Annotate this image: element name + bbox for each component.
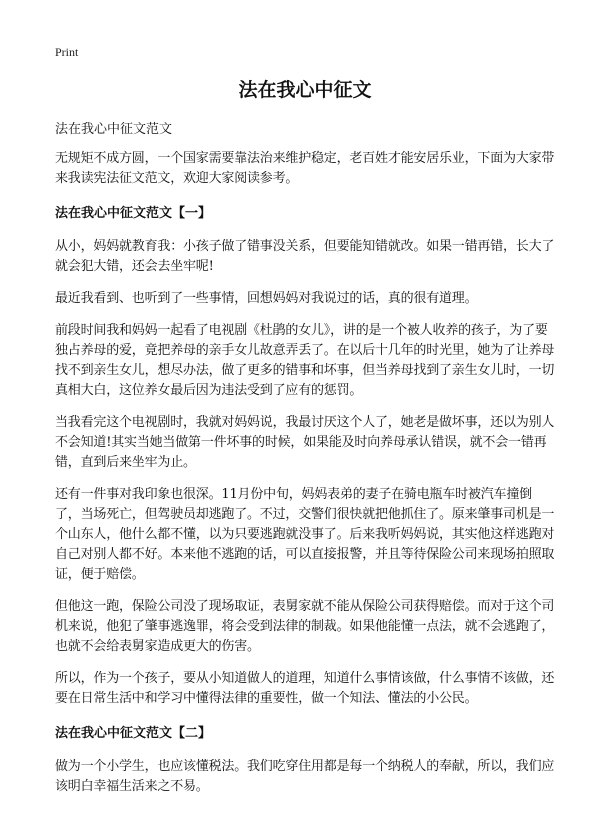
paragraph: 当我看完这个电视剧时，我就对妈妈说，我最讨厌这个人了，她老是做坏事，还以为别人不会知道!其实当她当做第一件坏事的时候，如果能及时向养母承认错误，就不会一错再错，直到后来坐牢为止。 — [55, 415, 555, 470]
document-subtitle: 法在我心中征文范文 — [55, 122, 173, 137]
page-title: 法在我心中征文 — [238, 79, 372, 101]
section-heading-2: 法在我心中征文范文【二】 — [55, 726, 212, 741]
paragraph: 但他这一跑，保险公司没了现场取证，表舅家就不能从保险公司获得赔偿。而对于这个司机来说，他犯了肇事逃逸罪，将会受到法律的制裁。如果他能懂一点法，就不会逃跑了，也就不会给表舅家造成更大的伤害。 — [55, 599, 555, 654]
print-link[interactable]: Print — [55, 45, 79, 59]
intro-paragraph: 无规矩不成方圆，一个国家需要靠法治来维护稳定，老百姓才能安居乐业，下面为大家带来我读宪法征文范文，欢迎大家阅读参考。 — [55, 151, 555, 186]
paragraph: 所以，作为一个孩子，要从小知道做人的道理，知道什么事情该做，什么事情不该做，还要在日常生活中和学习中懂得法律的重要性，做一个知法、懂法的小公民。 — [55, 671, 555, 706]
document — [55, 78, 555, 809]
section-heading-1: 法在我心中征文范文【一】 — [55, 206, 212, 221]
paragraph: 最近我看到、也听到了一些事情，回想妈妈对我说过的话，真的很有道理。 — [55, 291, 478, 306]
paragraph: 从小，妈妈就教育我：小孩子做了错事没关系，但要能知错就改。如果一错再错，长大了就会犯大错，还会去坐牢呢! — [55, 239, 555, 274]
paragraph: 前段时间我和妈妈一起看了电视剧《杜鹃的女儿》，讲的是一个被人收养的孩子，为了要独占养母的爱，竟把养母的亲手女儿故意弄丢了。在以后十几年的时光里，她为了让养母找不到亲生女儿，想尽办法，做了更多的错事和坏事，但当养母找到了亲生女儿时，一切真相大白，这位养女最后因为违法受到了应有的惩罚。 — [55, 323, 555, 398]
paragraph: 做为一个小学生，也应该懂税法。我们吃穿住用都是每一个纳税人的奉献，所以，我们应该明白幸福生活来之不易。 — [55, 759, 555, 794]
paragraph: 还有一件事对我印象也很深。11月份中旬，妈妈表弟的妻子在骑电瓶车时被汽车撞倒了，当场死亡，但驾驶员却逃跑了。不过，交警们很快就把他抓住了。原来肇事司机是一个山东人，他什么都不懂，以为只要逃跑就没事了。后来我听妈妈说，其实他这样逃跑对自己对别人都不好。本来他不逃跑的话，可以直接报警，并且等待保险公司来现场拍照取证，便于赔偿。 — [55, 487, 555, 582]
